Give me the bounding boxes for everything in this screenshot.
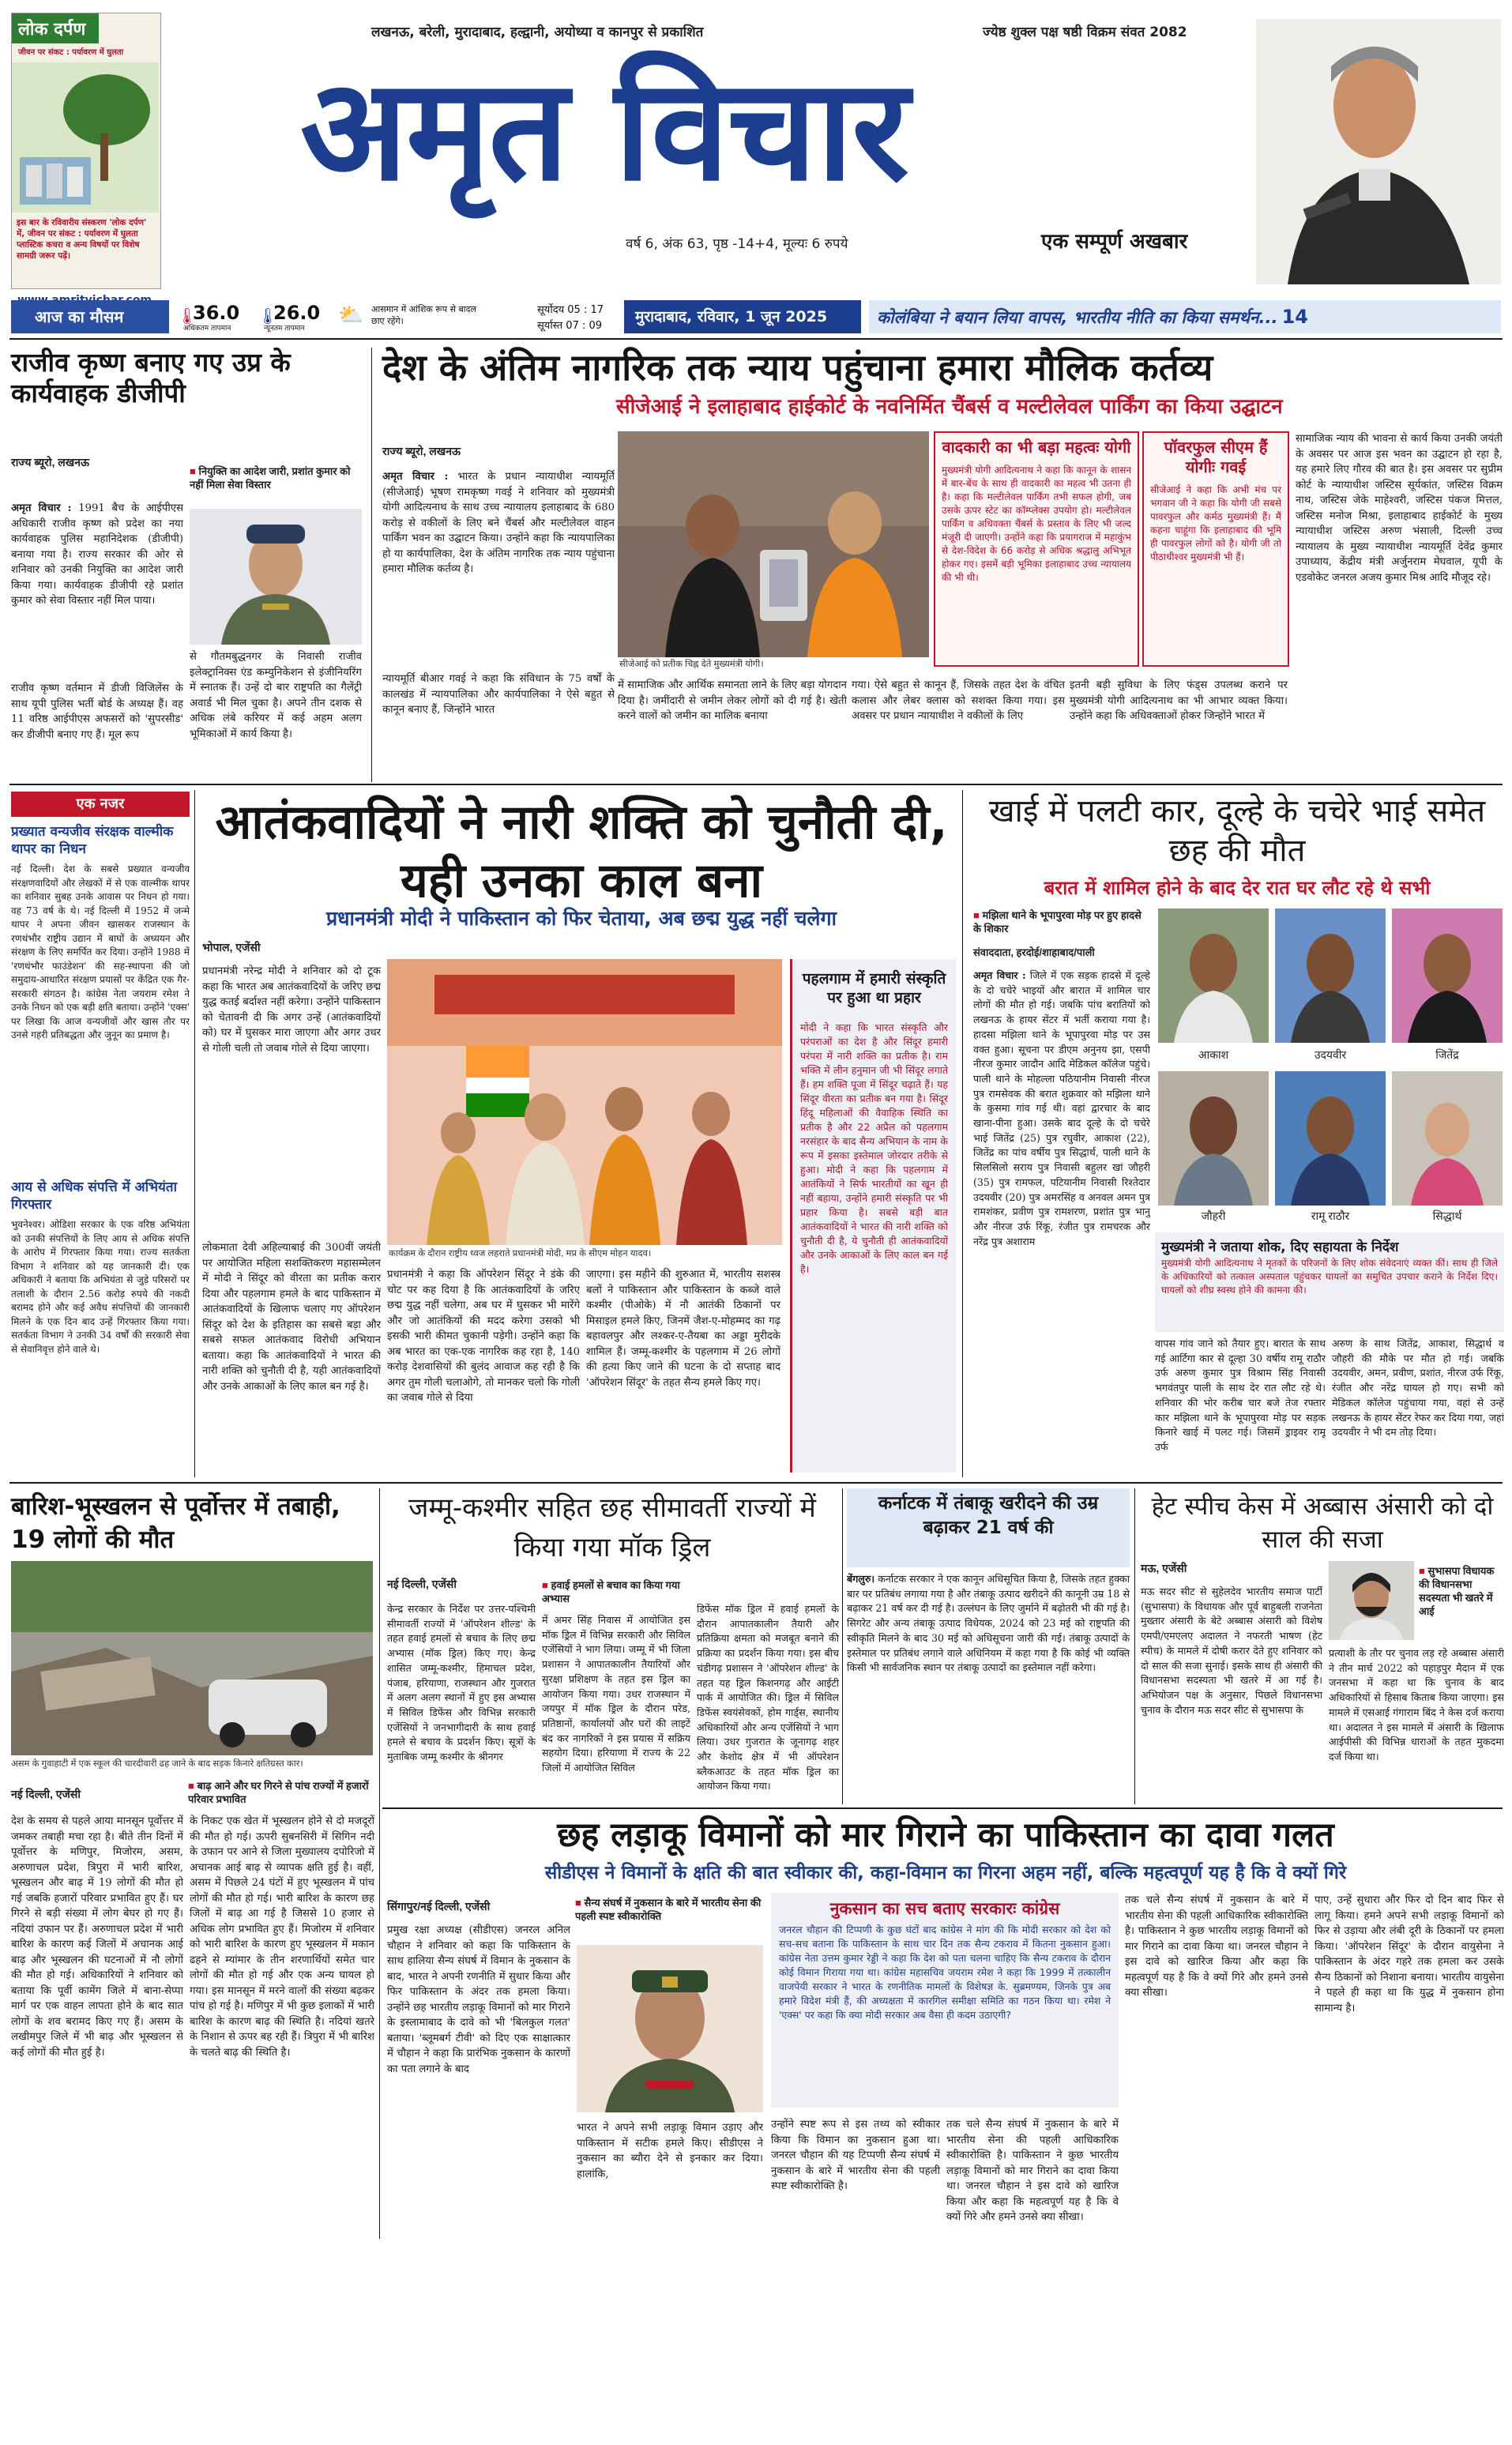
- abbas-quote: ■ सुभासपा विधायक की विधानसभा सदस्यता भी खतरे में आई: [1419, 1564, 1504, 1618]
- victim-photo-ramu: [1275, 1071, 1386, 1206]
- tagline: एक सम्पूर्ण अखबार: [1041, 230, 1188, 254]
- dgp-headline: राजीव कृष्ण बनाए गए उप्र के कार्यवाहक डीजीपी: [11, 347, 291, 408]
- lok-darpan-promo[interactable]: [11, 13, 161, 289]
- masthead-title: अमृत विचार: [300, 48, 908, 212]
- dgp-photo: [190, 509, 362, 645]
- cds-body-4b: तक चले सैन्य संघर्ष में नुकसान के बारे में भारतीय सेना की पहली आधिकारिक स्वीकारोक्ति है। पाकिस्तान ने कुछ भारतीय लड़ाकू विमानों को मार गिराने का दावा किया था। जनरल चौहान ने इस दावे को खारिज किया और कहा कि महत्वपूर्ण यह है कि वे क्यों गिरे और हमने उनसे क्या सीखा।: [1125, 1894, 1308, 1999]
- dgp-byline: राज्य ब्यूरो, लखनऊ: [11, 456, 90, 468]
- ek-nazar-h2: आय से अधिक संपत्ति में अभियंता गिरफ्तार: [11, 1179, 177, 1213]
- tobacco-divider: [1134, 1488, 1135, 1804]
- teaser-strip[interactable]: [869, 300, 1501, 333]
- lok-darpan-logo: लोक दर्पण: [12, 13, 99, 43]
- cji-body-text-1: भारत के प्रधान न्यायाधीश न्यायमूर्ति (सीजेआई) भूषण रामकृष्ण गवई ने शनिवार को मुख्यमंत्री योगी आदित्यनाथ के साथ उच्च न्यायालय इलाहाबाद के 680 करोड़ से वकीलों के लिए बने चैंबर्स और मल्टीलेवल वाहन पार्किंग भवन का उद्घाटन किया। उन्होंने कहा कि न्यायपालिका हो या कार्यपालिका, देश के अंतिम नागरिक तक न्याय पहुंचाना हमारा मौलिक कर्तव्य है।: [382, 471, 615, 575]
- terror-body-text-4: जाएगा। इस महीने की शुरुआत में, भारतीय सशस्त्र बलों ने पाकिस्तान और पाकिस्तान के कब्जे वाले कश्मीर (पीओके) में नौ आतंकी ठिकानों पर मिसाइल हमले किए, जिनमें जैश-ए-मोहम्मद का गढ़ बहावलपुर और लश्कर-ए-तैयबा का अड्डा मुरीदके शामिल हैं।: [586, 1269, 780, 1358]
- victim-photo-siddharth: [1392, 1071, 1503, 1206]
- cji-body-5: इतनी बड़ी सुविधा के लिए फंड्स उपलब्ध कराने पर मुख्यमंत्री योगी आदित्यनाथ का भी आभार व्यक्त किया। उन्होंने कहा कि अधिवक्ताओं होकर जिन्होंने भारत में: [1070, 679, 1288, 722]
- lok-darpan-subtitle: जीवन पर संकट : पर्यावरण में घुलता: [18, 48, 124, 57]
- terror-headline: आतंकवादियों ने नारी शक्ति को चुनौती दी, यही उनका काल बना: [215, 795, 948, 908]
- terror-sidebar: [790, 959, 956, 1473]
- cji-photo: [618, 431, 929, 657]
- cji-body-3: में सामाजिक और आर्थिक समानता लाने के लिए बड़ा योगदान दिया है। जमींदारी से जमीन लेकर लोगों को दी गई है। खेती करने वालों को जमीन का मालिक बनाया: [618, 679, 847, 722]
- accident-body-1: [973, 969, 1150, 1308]
- lok-darpan-cover-image: [12, 62, 159, 213]
- accident-cm-box-body: मुख्यमंत्री योगी आदित्यनाथ ने मृतकों के परिजनों के लिए शोक संवेदनाएं व्यक्त कीं। साथ ही जिले के अधिकारियों को तत्काल अस्पताल पहुंचकर घायलों का समुचित उपचार कराने के निर्देश दिए। घायलों को शीघ्र स्वस्थ होने की कामना की।: [1161, 1258, 1498, 1296]
- cji-byline: राज्य ब्यूरो, लखनऊ: [382, 445, 461, 457]
- rain-divider: [379, 1488, 380, 2239]
- accident-headline: खाई में पलटी कार, दूल्हे के चचेरे भाई समेत छह की मौत: [988, 793, 1486, 869]
- terror-photo: [387, 959, 782, 1245]
- cji-box-yogi: [934, 431, 1139, 667]
- row1-divider: [9, 784, 1503, 785]
- cds-congress-box-title: नुकसान का सच बताए सरकारः कांग्रेस: [829, 1899, 1060, 1918]
- min-temp-label: न्यूनतम तापमान: [264, 325, 305, 333]
- rain-headline: बारिश-भूस्खलन से पूर्वोत्तर में तबाही, 19 लोगों की मौत: [11, 1492, 340, 1554]
- terror-body-4: [586, 1267, 780, 1479]
- accident-body-3: अरुण के साथ जितेंद्र, आकाश, सिद्धार्थ व जौहरी की मौके पर मौत हो गई। जबकि उदयवीर, अमन, प्रवीण, प्रशांत, नीरज उर्फ रिंकू, रंजीत और नरेंद्र घायल हो गए। सभी को मेडिकल कॉलेज पहुंचाया गया, वहां से उन्हें लखनऊ के हायर सेंटर रेफर कर दिया गया, जहां उदयवीर ने भी दम तोड़ दिया।: [1332, 1337, 1504, 1439]
- rain-body-2: के निकट एक खेत में भूस्खलन होने से दो मजदूरों की मौत हो गई। ऊपरी सुबनसिरी में सिगिन नदी के उफान पर आने से जिला मुख्यालय दपोरिजो में अचानक आई बाढ़ से व्यापक क्षति हुई है। वहीं, असम में पिछले 24 घंटों में हुए भूस्खलन में पांच लोगों की मौत हो गई। भारी बारिश के कारण छह जिलों में बाढ़ आ गई है जिससे 10 हजार से अधिक लोग प्रभावित हुए हैं। मिजोरम में शनिवार को भारी बारिश के कारण हुए भूस्खलन में मकान ढहने से म्यांमार के तीन शरणार्थियों समेत चार लोगों की मौत हो गई और एक अन्य घायल हो गया। इस मानसून में मरने वालों की संख्या बढ़कर पांच हो गई है। मणिपुर में भी कुछ इलाकों में भारी बारिश के कारण बाढ़ की स्थिति है। नदियां खतरे के निशान से ऊपर बह रही हैं। त्रिपुरा में भी बारिश के चलते बाढ़ की स्थिति है।: [190, 1815, 374, 2059]
- print-registration-strip: [0, 2251, 1512, 2445]
- cji-photo-caption: सीजेआई को प्रतीक चिह्न देते मुख्यमंत्री योगी।: [619, 660, 764, 669]
- cds-body-4: तक चले सैन्य संघर्ष में नुकसान के बारे में भारतीय सेना की पहली आधिकारिक स्वीकारोक्ति है। पाकिस्तान ने कुछ भारतीय लड़ाकू विमानों को मार गिराने का दावा किया था। जनरल चौहान ने इस दावे को खारिज किया और कहा कि महत्वपूर्ण यह है कि वे क्यों गिरे और हमने उनसे क्या सीखा।: [946, 2119, 1119, 2223]
- dgp-lead-label: अमृत विचार :: [11, 502, 72, 514]
- mockdrill-body-3: डिफेंस मॉक ड्रिल में हवाई हमलों के दौरान आपातकालीन तैयारी और प्रतिक्रिया क्षमता को मजबूत बनाने की प्रक्रिया का प्रदर्शन किया गया। इस बीच चंडीगढ़ प्रशासन ने 'ऑपरेशन शील्ड' के तहत यह ड्रिल किशनगढ़ और आईटी पार्क में आयोजित की। ड्रिल में सिविल डिफेंस स्वयंसेवकों, होम गार्ड्स, स्थानीय अधिकारियों और अन्य एजेंसियों ने भाग लिया। उधर गुजरात के जूनागढ़ शहर और केशोद क्षेत्र में भी ऑपरेशन ब्लैकआउट के तहत मॉक ड्रिल का आयोजन किया गया।: [697, 1603, 839, 1792]
- weather-label: आज का मौसम: [11, 300, 169, 333]
- cji-subhead: सीजेआई ने इलाहाबाद हाईकोर्ट के नवनिर्मित चैंबर्स व मल्टीलेवल पार्किंग का किया उद्घाटन: [616, 395, 1283, 419]
- cji-lead-label: अमृत विचार :: [382, 471, 449, 483]
- ek-nazar-b1: नई दिल्ली। देश के सबसे प्रख्यात वन्यजीव संरक्षणवादियों और लेखकों में से एक वाल्मीक थापर का शनिवार सुबह उनके आवास पर निधन हो गया। वह 73 वर्ष के थे। नई दिल्ली में 1952 में जन्मे थापर ने अपना जीवन खासकर राजस्थान के रणथंभौर राष्ट्रीय उद्यान में बाघों के अध्ययन और संरक्षण के लिए समर्पित कर दिया। उन्होंने 1988 में 'रणथंभौर फाउंडेशन' की सह-स्थापना की जो समुदाय-आधारित संरक्षण प्रयासों पर केंद्रित एक गैर-सरकारी संगठन है। कांग्रेस नेता जयराम रमेश ने उनके निधन को एक बड़ी क्षति बताया। उन्होंने 'एक्स' पर लिखा कि आज वन्यजीवों और खास तौर पर उनसे गहरी प्रतिबद्धता और जुनून का प्रमाण है।: [11, 863, 190, 1040]
- thermometer-icon: 🌡: [177, 307, 197, 325]
- dgp-quote: ■ नियुक्ति का आदेश जारी, प्रशांत कुमार को नहीं मिला सेवा विस्तार: [190, 465, 363, 491]
- cds-byline: सिंगापुर/नई दिल्ली, एजेंसी: [387, 1900, 491, 1913]
- terror-subhead: प्रधानमंत्री मोदी ने पाकिस्तान को फिर चेताया, अब छद्म युद्ध नहीं चलेगा: [325, 907, 837, 930]
- tobacco-headline: कर्नाटक में तंबाकू खरीदने की उम्र बढ़ाकर 21 वर्ष की: [878, 1493, 1099, 1538]
- top-divider: [9, 338, 1503, 340]
- terror-sidebar-body: मोदी ने कहा कि भारत संस्कृति और परंपराओं का देश है और सिंदूर हमारी परंपरा में नारी शक्ति का प्रतीक है। राम भक्ति में लीन हनुमान जी भी सिंदूर लगाते हैं। हम शक्ति पूजा में सिंदूर चढ़ाते हैं। यह सिंदूर वीरता का प्रतीक बन गया है। सिंदूर हिंदू महिलाओं की वैवाहिक स्थिति का प्रतीक है और 22 अप्रैल को पहलगाम नरसंहार के बाद सैन्य अभियान के नाम के रूप में इसका इस्तेमाल जोरदार तरीके से हुआ। मोदी ने कहा कि पहलगाम में आतंकियों ने सिर्फ भारतीयों का खून ही नहीं बहाया, उन्होंने हमारी संस्कृति पर भी प्रहार किया है। सबसे बड़ी बात आतंकवादियों ने भारत की नारी शक्ति को चुनौती दी है, ये चुनौती ही आतंकवादियों और उनके आकाओं के लिए काल बन गई है।: [800, 1021, 948, 1275]
- cds-body-2: भारत ने अपने सभी लड़ाकू विमान उड़ाए और पाकिस्तान में सटीक हमले किए। सीडीएस ने नुकसान का ब्यौरा देने से इनकार कर दिया। हालांकि,: [577, 2122, 763, 2180]
- speaker-photo: [1256, 19, 1501, 284]
- abbas-body-1: मऊ सदर सीट से सुहेलदेव भारतीय समाज पार्टी (सुभासपा) के विधायक और पूर्व बाहुबली राजनेता मुख्तार अंसारी के बेटे अब्बास अंसारी को विशेष एमपी/एमएलए अदालत ने नफरती भाषण (हेट स्पीच) के मामले में दोषी करार देते हुए शनिवार को दो साल की सजा सुनाई। इसके साथ ही अंसारी की विधानसभा सदस्यता भी खतरे में आ गई है। अभियोजन पक्ष के अनुसार, पिछले विधानसभा चुनाव के दौरान मऊ सदर सीट से सुभासपा के: [1141, 1585, 1322, 1716]
- victim-name-jauhari: जौहरी: [1201, 1209, 1226, 1222]
- max-temp: 36.0: [193, 302, 240, 324]
- dgp-body-text-1: 1991 बैच के आईपीएस अधिकारी राजीव कृष्ण को प्रदेश का नया कार्यवाहक पुलिस महानिदेशक (डीजीपी) बनाया गया है। राज्य सरकार की ओर से शनिवार को उनकी नियुक्ति का आदेश जारी किया गया। कार्यवाहक डीजीपी रहे प्रशांत कुमार को सेवा विस्तार नहीं मिल पाया।: [11, 502, 183, 607]
- ek-nazar-label: एक नजर: [11, 792, 190, 817]
- ek-nazar-divider: [194, 790, 195, 1477]
- tobacco-byline: बेंगलुरु।: [847, 1573, 875, 1585]
- cds-body-5: पाए, उन्हें सुधारा और फिर दो दिन बाद फिर से लागू किया। हमने अपने सभी लड़ाकू विमानों को फिर से उड़ाया और लंबी दूरी के ठिकानों पर हमला किया। 'ऑपरेशन सिंदूर' के दौरान वायुसेना ने पाकिस्तान के अंदर गहरे तक हमला कर उसके सैन्य ठिकानों को निशाना बनाया। भारतीय वायुसेना ने पहले ही कहा था कि युद्ध में नुकसान होना सामान्य है।: [1315, 1894, 1504, 2014]
- dgp-body-2: राजीव कृष्ण वर्तमान में डीजी विजिलेंस के साथ यूपी पुलिस भर्ती बोर्ड के अध्यक्ष हैं। वह 11 वरिष्ठ आईपीएस अफसरों को 'सुपरसीड' कर डीजीपी बनाए गए हैं। मूल रूप: [11, 683, 183, 741]
- cji-box-yogi-body: मुख्यमंत्री योगी आदित्यनाथ ने कहा कि कानून के शासन में बार-बेंच के साथ ही वादकारी का महत्व भी उतना ही है। कहा कि मल्टीलेवल पार्किंग तभी सफल होगी, जब उसके ऊपर स्टेट का कॉम्प्लेक्स उपयोग हो। मल्टीलेवल पार्किंग व अधिवक्ता चैंबर्स के प्रस्ताव के लिए भी जल्द मंजूरी दी जाएगी। उन्होंने कहा कि प्रयागराज में महाकुंभ से देश-विदेश के 66 करोड़ से अधिक श्रद्धालु अभिभूत होकर गए। इसमें बड़ी भूमिका इलाहाबाद उच्च न्यायालय की भी थी।: [942, 465, 1131, 583]
- dgp-body-3: से गौतमबुद्धनगर के निवासी राजीव इलेक्ट्रानिक्स एंड कम्युनिकेशन से इंजीनियरिंग में स्नातक हैं। उन्हें दो बार राष्ट्रपति का गैलेंट्री अवार्ड भी मिल चुका है। अपने तीन दशक से अधिक लंबे करियर में कई अहम अलग भूमिकाओं में कार्य किया है।: [190, 651, 362, 740]
- cds-quote: ■ सैन्य संघर्ष में नुकसान के बारे में भारतीय सेना की पहली स्पष्ट स्वीकारोक्ति: [575, 1896, 765, 1923]
- accident-byline: संवाददाता, हरदोई/शाहाबाद/पाली: [973, 946, 1095, 958]
- sun-cloud-icon: ⛅: [338, 303, 364, 327]
- accident-body-text-1: जिले में एक सड़क हादसे में दूल्हे के दो चचेरे भाइयों और बारात में शामिल चार लोगों की मौत हो गई। जबकि पांच बरातियों को लखनऊ के हायर सेंटर में भर्ती कराया गया है। हादसा मझिला थाने के भूपापुरवा मोड़ पर उस वक्त हुआ। सूचना पर डीएम अनुनय झा, एसपी नीरज कुमार जादौन आदि मेडिकल कॉलेज पहुंचे। पाली थाने के मोहल्ला पठियानीम निवासी नीरज पुत्र रामसेवक की बरात शुक्रवार को मझिला थाने के कुसमा गांव गई थी। वहां द्वारचार के बाद खाना-पीना हुआ। उसके बाद दूल्हे के दो चचेरे भाई जितेंद्र (25) पुत्र रघुवीर, आकाश (22), जितेंद्र का पांच वर्षीय पुत्र सिद्धार्थ, पाली थाने के सिलसिलो सराय पुत्र निवासी बहुलर खां जौहरी (35) पुत्र रामफल, पटियानीम निवासी रिश्तेदार उदयवीर (20) पुत्र अमरसिंह व अनवल अमन पुत्र रामशंकर, प्रवीण पुत्र रामशरण, प्रशांत पुत्र भानु और नीरज उर्फ रिंकू, रंजीत पुत्र रामचरक और नरेंद्र पुत्र अशाराम: [973, 969, 1150, 1247]
- sunset-time: सूर्यास्त 07 : 09: [537, 320, 603, 332]
- teaser-page: 14: [1281, 306, 1308, 328]
- victim-name-ramu: रामू राठौर: [1311, 1209, 1350, 1222]
- rain-byline: नई दिल्ली, एजेंसी: [11, 1788, 81, 1800]
- sky-forecast: आसमान में आंशिक रूप से बादल छाए रहेंगे।: [371, 304, 476, 326]
- cji-box-gavai-body: सीजेआई ने कहा कि अभी मंच पर भगवान जी ने कहा कि योगी जी सबसे पावरफुल और कर्मठ मुख्यमंत्री हैं। मैं कहना चाहूंगा कि इलाहाबाद की भूमि ही पावरफुल लोगों को है। योगी जी तो पीठाधीश्वर मुख्यमंत्री भी हैं।: [1150, 484, 1281, 562]
- dateline: मुरादाबाद, रविवार, 1 जून 2025: [624, 300, 861, 333]
- terror-photo-caption: कार्यक्रम के दौरान राष्ट्रीय ध्वज लहराते प्रधानमंत्री मोदी, मप्र के सीएम मोहन यादव।: [389, 1249, 652, 1258]
- cji-headline: देश के अंतिम नागरिक तक न्याय पहुंचाना हमारा मौलिक कर्तव्य: [382, 346, 1213, 389]
- victim-photo-jauhari: [1158, 1071, 1269, 1206]
- abbas-photo: [1329, 1561, 1414, 1640]
- cji-box-gavai: [1142, 431, 1289, 667]
- cds-subhead: सीडीएस ने विमानों के क्षति की बात स्वीकार की, कहा-विमान का गिरना अहम नहीं, बल्कि महत्वपूर्ण यह है कि वे क्यों गिरे: [544, 1863, 1347, 1883]
- terror-divider: [962, 790, 963, 1477]
- mockdrill-body-1: केन्द्र सरकार के निर्देश पर उत्तर-पश्चिमी सीमावर्ती राज्यों में 'ऑपरेशन शील्ड' के तहत हवाई हमलों से बचाव के लिए छद्म अभ्यास (मॉक ड्रिल) किए गए। केन्द्र शासित जम्मू-कश्मीर, हिमाचल प्रदेश, पंजाब, हरियाणा, राजस्थान और गुजरात में अलग अलग स्थानों में हुए इस अभ्यास में सिविल डिफेंस और विभिन्न सरकारी एजेंसियों ने जनभागीदारी के साथ हवाई हमले से बचाव के प्रदर्शन किए। सूत्रों के मुताबिक जम्मू कश्मीर के श्रीनगर: [387, 1603, 536, 1763]
- masthead-cities: लखनऊ, बरेली, मुरादाबाद, हल्द्वानी, अयोध्या व कानपुर से प्रकाशित: [371, 24, 704, 40]
- accident-quote: ■ मझिला थाने के भूपापुरवा मोड़ पर हुए हादसे के शिकार: [973, 908, 1147, 935]
- victim-name-jitendra: जितेंद्र: [1435, 1048, 1459, 1061]
- victim-name-siddharth: सिद्धार्थ: [1432, 1209, 1462, 1222]
- lok-darpan-note: इस बार के रविवारीय संस्करण 'लोक दर्पण' में, जीवन पर संकट : पर्यावरण में घुलता प्लास्टिक कचरा व अन्य विषयों पर विशेष सामग्री जरूर पढ़ें।: [17, 218, 147, 261]
- cds-congress-box: [771, 1893, 1119, 2108]
- accident-cm-box-title: मुख्यमंत्री ने जताया शोक, दिए सहायता के निर्देश: [1161, 1239, 1399, 1255]
- terror-sidebar-title: पहलगाम में हमारी संस्कृति पर हुआ था प्रहार: [802, 970, 946, 1006]
- row2-divider: [9, 1482, 1503, 1484]
- weather-bar: [0, 300, 1512, 333]
- accident-cm-box: [1155, 1232, 1504, 1332]
- mockdrill-body-2: में अमर सिंह निवास में आयोजित इस मॉक ड्रिल में विभिन्न सरकारी और सिविल एजेंसियों ने भाग लिया। जम्मू में भी जिला प्रशासन ने आपातकालीन तैयारियों और सुरक्षा प्रशिक्षण के तहत इस ड्रिल का आयोजन किया गया। उधर राजस्थान में जयपुर में मॉक ड्रिल के दौरान परेड, प्रतिष्ठानों, कार्यालयों और घरों की लाइटें बंद कर नागरिकों ने इस प्रयास में सक्रिय सहयोग दिया। हरियाणा में राज्य के 22 जिलों में आयोजित सिविल: [542, 1614, 690, 1774]
- mockdrill-quote: ■ हवाई हमलों से बचाव का किया गया अभ्यास: [542, 1578, 700, 1605]
- cji-body-1: [382, 469, 615, 659]
- teaser-text: कोलंबिया ने बयान लिया वापस, भारतीय नीति का किया समर्थन...: [877, 308, 1278, 327]
- rain-quote: ■ बाढ़ आने और घर गिरने से पांच राज्यों में हजारों परिवार प्रभावित: [188, 1779, 374, 1806]
- cds-headline: छह लड़ाकू विमानों को मार गिराने का पाकिस्तान का दावा गलत: [557, 1815, 1334, 1855]
- abbas-body-2: प्रत्याशी के तौर पर चुनाव लड़ रहे अब्बास अंसारी ने तीन मार्च 2022 को पहाड़पुर मैदान में एक जनसभा में कहा था कि चुनाव के बाद अधिकारियों से हिसाब किताब किया जाएगा। इस मामले में एसआई गंगाराम बिंद ने केस दर्ज कराया था। अदालत ने इस मामले में अंसारी के खिलाफ आईपीसी की विभिन्न धाराओं के तहत मुकदमा दर्ज किया था।: [1329, 1647, 1504, 1762]
- ek-nazar-h1: प्रख्यात वन्यजीव संरक्षक वाल्मीक थापर का निधन: [11, 824, 174, 857]
- abbas-headline: हेट स्पीच केस में अब्बास अंसारी को दो साल की सजा: [1151, 1492, 1494, 1554]
- mockdrill-headline: जम्मू-कश्मीर सहित छह सीमावर्ती राज्यों में किया गया मॉक ड्रिल: [408, 1492, 816, 1563]
- col1-divider: [371, 348, 372, 782]
- cji-box-gavai-title: पॉवरफुल सीएम हैं योगीः गवई: [1164, 438, 1268, 476]
- mockdrill-divider: [842, 1488, 843, 1804]
- terror-body-3: प्रधानमंत्री ने कहा कि ऑपरेशन सिंदूर ने डंके की चोट पर कह दिया है कि आतंकवादियों के जरिए छद्म युद्ध नहीं चलेगा, अब घर में घुसकर भी मारेंगे और जो आतंकियों की मदद करेगा उसको भी इसकी भारी कीमत चुकानी पड़ेगी। उन्होंने कहा कि अब भारत का एक-एक नागरिक कह रहा है, 140 करोड़ देशवासियों की बुलंद आवाज कह रही है कि अगर तुम गोली चलाओगे, तो मानकर चलो कि गोली का जवाब गोले से दिया: [387, 1269, 580, 1404]
- panchang-date: ज्येष्ठ शुक्ल पक्ष षष्ठी विक्रम संवत 2082: [983, 24, 1187, 40]
- victim-photo-akash: [1158, 908, 1269, 1043]
- rain-body-1: देश के समय से पहले आया मानसून पूर्वोत्तर में जमकर तबाही मचा रहा है। बीते तीन दिनों में पूर्वोत्तर के मणिपुर, मिजोरम, असम, अरुणाचल प्रदेश, त्रिपुरा में भारी बारिश, भूस्खलन और बाढ़ में 19 लोगों की मौत हो गई जबकि हजारों परिवार प्रभावित हुए हैं। घर गिरने से बड़ी संख्या में लोग बेघर हो गए हैं। नदियां उफान पर हैं। अरुणाचल प्रदेश में भारी बारिश के कारण कई जिलों में अचानक आई बाढ़ और भूस्खलन की घटनाओं में नौ लोगों की मौत हो गई। अधिकारियों ने शनिवार को बताया कि पूर्वी कामेंग जिले में बाना-सेप्पा मार्ग पर एक वाहन लापता होने के बाद सात लोगों के शव बरामद किए गए हैं। असम के लखीमपुर जिले में भी बाढ़ और भूस्खलन से कई लोगों की मौत हुई है।: [11, 1815, 183, 2059]
- ek-nazar-b2: भुवनेश्वर। ओडिशा सरकार के एक वरिष्ठ अभियंता को उनकी संपत्तियों के लिए आय से अधिक संपत्ति के आरोप में गिरफ्तार किया गया। राज्य सतर्कता विभाग ने शनिवार को यह जानकारी दी। एक अधिकारी ने बताया कि अभियंता से जुड़े परिसरों पर तलाशी के दौरान 2.56 करोड़ रुपये की नकदी बरामद होने और कई अवैध संपत्तियों की जानकारी मिलने के एक दिन बाद उन्हें गिरफ्तार किया गया। सतर्कता विभाग ने उनकी 34 वर्षों की सरकारी सेवा से सेवानिवृत्त होने वाले थे।: [11, 1219, 190, 1355]
- terror-body-text-5: जम्मू-कश्मीर के पहलगाम में 26 लोगों की हत्या किए जाने की घटना के दो सप्ताह बाद 'ऑपरेशन सिंदूर' के तहत सैन्य हमले किए गए।: [586, 1345, 780, 1389]
- min-thermometer-icon: 🌡: [258, 307, 278, 325]
- terror-byline: भोपाल, एजेंसी: [202, 941, 261, 954]
- accident-lead-label: अमृत विचार :: [973, 969, 1026, 981]
- victim-photo-jitendra: [1392, 908, 1503, 1043]
- victim-photo-udayveer: [1275, 908, 1386, 1043]
- accident-subhead: बरात में शामिल होने के बाद देर रात घर लौट रहे थे सभी: [1044, 877, 1431, 899]
- tobacco-body: [847, 1572, 1130, 1801]
- cji-box-yogi-title: वादकारी का भी बड़ा महत्वः योगी: [942, 438, 1131, 457]
- tobacco-body-text: कर्नाटक सरकार ने एक कानून अधिसूचित किया है, जिसके तहत हुक्का बार पर प्रतिबंध लगाया गया है और तंबाकू उत्पाद खरीदने की कानूनी उम्र 18 से बढ़ाकर 21 वर्ष कर दी गई है। उल्लंघन के लिए जुर्माने में बढ़ोतरी भी की गई है। सिगरेट और अन्य तंबाकू उत्पाद विधेयक, 2024 को 23 मई को राष्ट्रपति की स्वीकृति मिलने के बाद 30 मई को अधिसूचना जारी की गई। तंबाकू उत्पादों के इस्तेमाल पर प्रतिबंध लगाने वाले अधिनियम में कहा गया है कि कोई भी व्यक्ति किसी भी सार्वजनिक स्थान पर तंबाकू उत्पादों का इस्तेमाल नहीं करेगा।: [847, 1573, 1130, 1674]
- min-temp: 26.0: [273, 302, 321, 324]
- row3-divider: [382, 1807, 1503, 1809]
- cds-body-3: उन्होंने स्पष्ट रूप से इस तथ्य को स्वीकार किया कि विमान का नुकसान हुआ था। जनरल चौहान की यह टिप्पणी सैन्य संघर्ष में नुकसान के बारे में भारतीय सेना की पहली स्पष्ट स्वीकारोक्ति है।: [771, 2119, 940, 2192]
- abbas-byline: मऊ, एजेंसी: [1141, 1562, 1187, 1574]
- victim-name-udayveer: उदयवीर: [1314, 1048, 1347, 1061]
- cds-body-1: प्रमुख रक्षा अध्यक्ष (सीडीएस) जनरल अनिल चौहान ने शनिवार को कहा कि पाकिस्तान के साथ हालिया सैन्य संघर्ष में विमान के नुकसान के बाद, भारत ने अपनी रणनीति में सुधार किया और फिर पाकिस्तान के अंदर तक हमला किया। उन्होंने छह भारतीय लड़ाकू विमानों को मार गिराने के इस्लामाबाद के दावे को भी 'बिलकुल गलत' बताया। 'ब्लूमबर्ग टीवी' को दिए एक साक्षात्कार में चौहान ने कहा कि प्रारंभिक नुकसान के कारणों का पता लगाने के बाद: [387, 1924, 570, 2075]
- cji-right-body: सामाजिक न्याय की भावना से कार्य किया उनकी जयंती के अवसर पर आज इस भवन का उद्घाटन हो रहा है, यह हमारे लिए गौरव की बात है। इस अवसर पर सुप्रीम कोर्ट के न्यायाधीश जस्टिस सूर्यकांत, जस्टिस विक्रम नाथ, जस्टिस जेके माहेश्वरी, जस्टिस पंकज मित्तल, जस्टिस मनोज मिश्रा, इलाहाबाद हाईकोर्ट के मुख्य न्यायाधीश जस्टिस अरुण भंसाली, दिल्ली उच्च न्यायालय के मुख्य न्यायाधीश न्यायमूर्ति देवेंद्र कुमार उपाध्याय, केंद्रीय मंत्री अर्जुनराम मेघवाल, यूपी के एडवोकेट जनरल अजय कुमार मिश्र आदि मौजूद रहे।: [1296, 433, 1503, 584]
- max-temp-label: अधिकतम तापमान: [183, 325, 231, 333]
- rain-photo: [11, 1561, 373, 1755]
- terror-body-1: प्रधानमंत्री नरेन्द्र मोदी ने शनिवार को दो टूक कहा कि भारत अब आतंकवादियों के जरिए छद्म युद्ध कतई बर्दाश्त नहीं करेगा। उन्होंने पाकिस्तान को चेतावनी दी कि अगर उन्हें (आतंकवादियों को) घर में घुसकर मारा जाएगा और अगर उधर से गोली चली तो जवाब गोले से दिया जाएगा।: [202, 965, 381, 1055]
- cji-body-2: न्यायमूर्ति बीआर गवई ने कहा कि संविधान के 75 वर्षों के कालखंड में न्यायपालिका और कार्यपालिका ने ऐसे बहुत से कानून बनाए हैं, जिन्होंने भारत: [382, 673, 615, 716]
- mockdrill-byline: नई दिल्ली, एजेंसी: [387, 1578, 457, 1590]
- cds-congress-box-body: जनरल चौहान की टिप्पणी के कुछ घंटों बाद कांग्रेस ने मांग की कि मोदी सरकार को देश को सच-सच बताना कि पाकिस्तान के साथ चार दिन तक सैन्य टकराव में कितना नुकसान हुआ। कांग्रेस नेता उत्तम कुमार रेड्डी ने कहा कि देश को पता चलना चाहिए कि सैन्य टकराव के दौरान कोई विमान गिराया गया था। कांग्रेस महासचिव जयराम रमेश ने कहा कि 1999 में तत्कालीन वाजपेयी सरकार ने भारत के रणनीतिक मामलों के विशेषज्ञ के. सुब्रमण्यम, जिनके पुत्र अब हमारे विदेश मंत्री हैं, की अध्यक्षता में कारगिल समीक्षा समिति का गठन किया था। रमेश ने 'एक्स' पर कहा कि क्या मोदी सरकार अब वैसा ही कदम उठाएगी?: [779, 1924, 1111, 2021]
- tobacco-header: [847, 1488, 1130, 1567]
- victim-name-akash: आकाश: [1198, 1048, 1229, 1061]
- cji-body-4: गया। ऐसे बहुत से कानून हैं, जिसके तहत देश के वंचित कलास और लेबर क्लास को सशक्त किया गया। इस अवसर पर प्रधान न्यायाधीश ने वकीलों के लिए: [852, 679, 1065, 722]
- terror-body-2: लोकमाता देवी अहिल्याबाई की 300वीं जयंती पर आयोजित महिला सशक्तिकरण महासम्मेलन में मोदी ने सिंदूर को वीरता का प्रतीक करार दिया और पहलगाम हमले के बाद पाकिस्तान में आतंकवादियों के खिलाफ चलाए गए ऑपरेशन सिंदूर को देश के इतिहास का सबसे बड़ा और सबसे सफल आतंकवाद विरोधी अभियान बताया। कहा कि आतंकवादियों ने भारत की नारी शक्ति को चुनौती दी है, यही आतंकवादियों और उनके आकाओं के लिए काल बन गई है।: [202, 1242, 381, 1393]
- sunrise-time: सूर्योदय 05 : 17: [537, 304, 604, 316]
- cds-photo: [577, 1945, 763, 2112]
- accident-body-2: वापस गांव जाने को तैयार हुए। बारात के साथ गई आर्टिगा कार से दूल्हा 30 वर्षीय रामू राठौर उर्फ अरुण कुमार पुत्र विश्राम सिंह निवासी भगवंतपुर पाली के साथ देर रात लौट रहे थे। शनिवार की भोर करीब चार बजे तेज रफ्तार कार मझिला थाने के भूपापुरवा मोड़ पर सड़क किनारे खाई में पलट गई। जिसमें ड्राइवर रामू उर्फ: [1155, 1337, 1326, 1453]
- rain-photo-caption: असम के गुवाहाटी में एक स्कूल की चारदीवारी ढह जाने के बाद सड़क किनारे क्षतिग्रस्त कार।: [11, 1759, 303, 1769]
- edition-info: वर्ष 6, अंक 63, पृष्ठ -14+4, मूल्यः 6 रुपये: [626, 236, 848, 252]
